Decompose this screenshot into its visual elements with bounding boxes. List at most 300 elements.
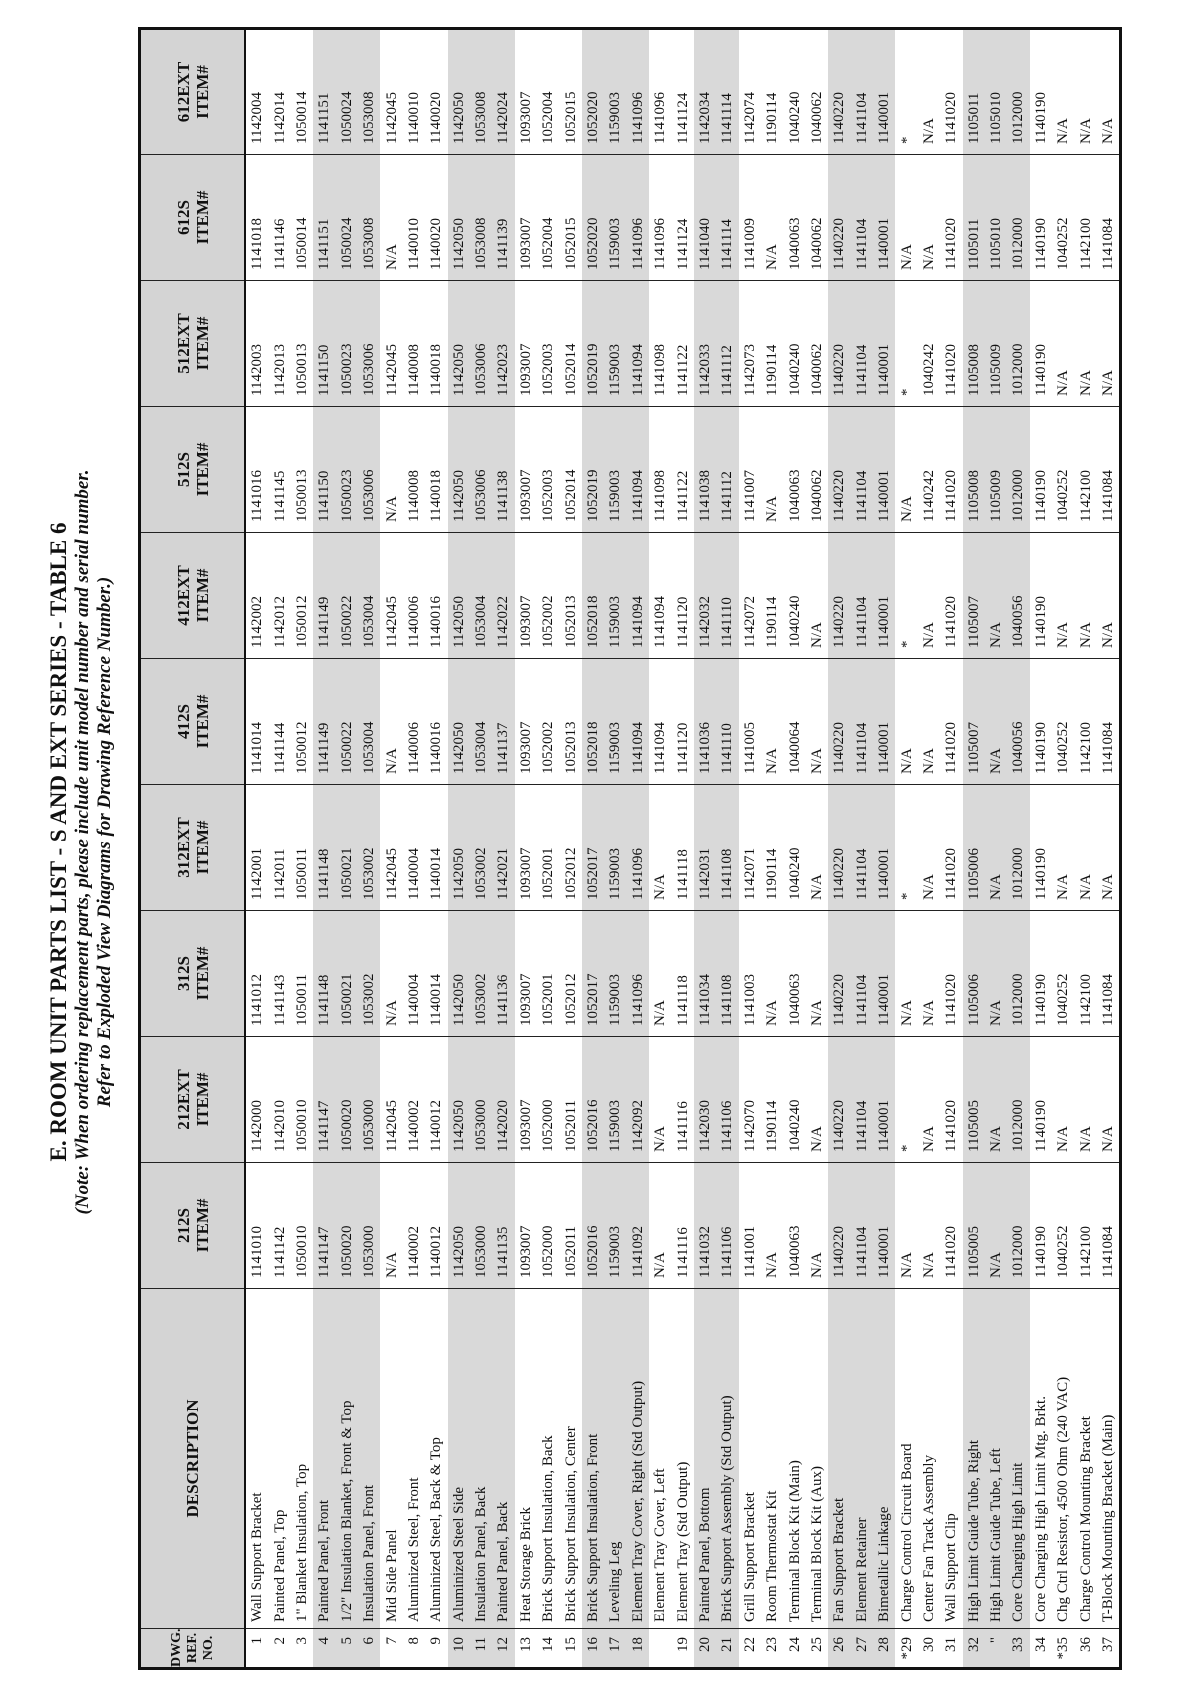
item-number-cell: 1142022 <box>492 533 514 659</box>
item-number-cell: 1140190 <box>1030 533 1052 659</box>
ref-no-cell: 32 <box>963 1629 985 1669</box>
item-number-cell: 1141142 <box>268 1163 290 1289</box>
item-number-cell: 1040063 <box>783 155 805 281</box>
ref-no-cell: 17 <box>604 1629 626 1669</box>
item-number-cell: 1052015 <box>559 29 581 155</box>
item-number-cell: 1105011 <box>963 29 985 155</box>
model-header <box>140 785 246 911</box>
model-item-label: ITEM# <box>192 65 212 119</box>
table-row <box>694 29 716 1669</box>
item-number-cell: 1141122 <box>671 407 693 533</box>
item-number-cell: 1105008 <box>963 281 985 407</box>
item-number-cell: 1141135 <box>492 1163 514 1289</box>
item-number-cell: 1050023 <box>336 281 358 407</box>
item-number-cell: 1140190 <box>1030 911 1052 1037</box>
item-number-cell: 1141020 <box>940 29 962 155</box>
description-cell: Painted Panel, Back <box>492 1289 514 1629</box>
item-number-cell: 1141104 <box>851 911 873 1037</box>
item-number-cell: 1141148 <box>313 785 335 911</box>
table-row <box>1074 29 1096 1669</box>
item-number-cell: 1012000 <box>1007 155 1029 281</box>
item-number-cell: N/A <box>985 785 1007 911</box>
item-number-cell: 1190114 <box>761 533 783 659</box>
item-number-cell: 1142002 <box>245 533 268 659</box>
item-number-cell: 1141150 <box>313 407 335 533</box>
ref-no-cell: 33 <box>1007 1629 1029 1669</box>
item-number-cell: 1053006 <box>470 407 492 533</box>
table-row <box>380 29 402 1669</box>
item-number-cell: 1142000 <box>245 1037 268 1163</box>
item-number-cell: 1040063 <box>783 407 805 533</box>
item-number-cell: 1159003 <box>604 407 626 533</box>
item-number-cell: 1141034 <box>694 911 716 1037</box>
item-number-cell: 1052004 <box>537 155 559 281</box>
item-number-cell: N/A <box>1097 281 1121 407</box>
item-number-cell: 1141116 <box>671 1037 693 1163</box>
ref-no-cell: 1 <box>245 1629 268 1669</box>
item-number-cell: 1141094 <box>627 533 649 659</box>
table-row <box>963 29 985 1669</box>
item-number-cell: 1142074 <box>739 29 761 155</box>
table-row <box>291 29 313 1669</box>
item-number-cell: 1141020 <box>940 281 962 407</box>
item-number-cell: 1140012 <box>425 1163 447 1289</box>
item-number-cell: 1141104 <box>851 281 873 407</box>
item-number-cell: 1040252 <box>1052 155 1074 281</box>
item-number-cell: 1141040 <box>694 155 716 281</box>
item-number-cell: 1141020 <box>940 1037 962 1163</box>
item-number-cell: 1052012 <box>559 785 581 911</box>
item-number-cell: 1093007 <box>515 407 537 533</box>
page-title: E. ROOM UNIT PARTS LIST - S AND EXT SERIES - TABLE 6 <box>46 522 71 1162</box>
description-cell: Chg Ctrl Resistor, 4500 Ohm (240 VAC) <box>1052 1289 1074 1629</box>
item-number-cell: 1142045 <box>380 533 402 659</box>
item-number-cell: 1140001 <box>873 407 895 533</box>
item-number-cell: 1052003 <box>537 281 559 407</box>
item-number-cell: 1142020 <box>492 1037 514 1163</box>
item-number-cell: 1142012 <box>268 533 290 659</box>
ref-no-cell <box>649 1629 671 1669</box>
item-number-cell: 1052013 <box>559 659 581 785</box>
table-row <box>739 29 761 1669</box>
item-number-cell: 1040242 <box>918 281 940 407</box>
item-number-cell: N/A <box>806 785 828 911</box>
item-number-cell: 1141094 <box>649 659 671 785</box>
item-number-cell: 1141020 <box>940 407 962 533</box>
item-number-cell: 1050014 <box>291 155 313 281</box>
item-number-cell: 1141151 <box>313 29 335 155</box>
item-number-cell: 1140190 <box>1030 281 1052 407</box>
item-number-cell: 1105007 <box>963 533 985 659</box>
item-number-cell: 1040240 <box>783 533 805 659</box>
model-header <box>140 281 246 407</box>
item-number-cell: 1140220 <box>828 155 850 281</box>
item-number-cell: 1141096 <box>649 29 671 155</box>
item-number-cell: N/A <box>806 911 828 1037</box>
table-row <box>940 29 962 1669</box>
table-row <box>358 29 380 1669</box>
note-line-2: Refer to Exploded View Diagrams for Drawing Reference Number.) <box>94 576 115 1108</box>
model-header <box>140 1163 246 1289</box>
ref-no-cell: 23 <box>761 1629 783 1669</box>
item-number-cell: 1140014 <box>425 785 447 911</box>
item-number-cell: 1140220 <box>828 281 850 407</box>
item-number-cell: 1141014 <box>245 659 268 785</box>
item-number-cell: 1141020 <box>940 785 962 911</box>
item-number-cell: 1141112 <box>716 281 738 407</box>
ref-header-line: NO. <box>200 1635 216 1661</box>
item-number-cell: 1052011 <box>559 1037 581 1163</box>
item-number-cell: 1141120 <box>671 533 693 659</box>
description-cell: Insulation Panel, Back <box>470 1289 492 1629</box>
model-item-label: ITEM# <box>192 190 212 245</box>
ref-no-cell: 20 <box>694 1629 716 1669</box>
item-number-cell: 1052017 <box>582 785 604 911</box>
ref-no-cell: 36 <box>1074 1629 1096 1669</box>
item-number-cell: 1140220 <box>828 1037 850 1163</box>
item-number-cell: 1141005 <box>739 659 761 785</box>
item-number-cell: 1052004 <box>537 29 559 155</box>
item-number-cell: 1141124 <box>671 155 693 281</box>
item-number-cell: 1140190 <box>1030 407 1052 533</box>
description-cell: Wall Support Bracket <box>245 1289 268 1629</box>
ref-no-cell: 34 <box>1030 1629 1052 1669</box>
item-number-cell: 1012000 <box>1007 407 1029 533</box>
item-number-cell: 1141020 <box>940 911 962 1037</box>
item-number-cell: 1142023 <box>492 281 514 407</box>
item-number-cell: 1141150 <box>313 281 335 407</box>
item-number-cell: N/A <box>1097 29 1121 155</box>
item-number-cell: N/A <box>380 407 402 533</box>
item-number-cell: 1053002 <box>358 785 380 911</box>
item-number-cell: 1141146 <box>268 155 290 281</box>
ref-no-cell: 19 <box>671 1629 693 1669</box>
item-number-cell: 1141096 <box>627 911 649 1037</box>
item-number-cell: 1142045 <box>380 1037 402 1163</box>
ref-no-cell: 24 <box>783 1629 805 1669</box>
description-header: DESCRIPTION <box>140 1289 246 1629</box>
item-number-cell: 1040062 <box>806 281 828 407</box>
description-cell: 1/2" Insulation Blanket, Front & Top <box>336 1289 358 1629</box>
description-cell: Center Fan Track Assembly <box>918 1289 940 1629</box>
item-number-cell: 1052016 <box>582 1037 604 1163</box>
description-cell: Painted Panel, Top <box>268 1289 290 1629</box>
item-number-cell: 1140008 <box>403 281 425 407</box>
item-number-cell: * <box>895 29 917 155</box>
item-number-cell: 1053008 <box>470 29 492 155</box>
description-cell: Core Charging High Limit <box>1007 1289 1029 1629</box>
table-row <box>1007 29 1029 1669</box>
item-number-cell: 1053000 <box>470 1163 492 1289</box>
model-name: 412S <box>173 704 193 739</box>
item-number-cell: 1052001 <box>537 785 559 911</box>
item-number-cell: 1190114 <box>761 29 783 155</box>
item-number-cell: 1140001 <box>873 533 895 659</box>
table-row <box>627 29 649 1669</box>
ref-header-line: DWG. <box>168 1628 184 1667</box>
item-number-cell: 1140018 <box>425 281 447 407</box>
item-number-cell: 1040240 <box>783 29 805 155</box>
item-number-cell: 1142092 <box>627 1037 649 1163</box>
item-number-cell: N/A <box>380 155 402 281</box>
parts-table-body <box>245 29 1121 1669</box>
item-number-cell: 1105011 <box>963 155 985 281</box>
item-number-cell: 1141020 <box>940 155 962 281</box>
item-number-cell: N/A <box>761 407 783 533</box>
table-row <box>425 29 447 1669</box>
table-row <box>336 29 358 1669</box>
item-number-cell: 1141084 <box>1097 911 1121 1037</box>
table-row <box>1052 29 1074 1669</box>
item-number-cell: 1052014 <box>559 281 581 407</box>
item-number-cell: 1141098 <box>649 281 671 407</box>
item-number-cell: 1141114 <box>716 29 738 155</box>
item-number-cell: 1050021 <box>336 785 358 911</box>
item-number-cell: 1142045 <box>380 785 402 911</box>
item-number-cell: 1053006 <box>358 281 380 407</box>
ref-no-cell: 6 <box>358 1629 380 1669</box>
item-number-cell: 1142001 <box>245 785 268 911</box>
description-cell: Terminal Block Kit (Main) <box>783 1289 805 1629</box>
item-number-cell: 1040252 <box>1052 407 1074 533</box>
item-number-cell: N/A <box>1052 29 1074 155</box>
ref-no-cell: 37 <box>1097 1629 1121 1669</box>
item-number-cell: N/A <box>649 785 671 911</box>
item-number-cell: 1140190 <box>1030 1163 1052 1289</box>
item-number-cell: 1053000 <box>358 1037 380 1163</box>
item-number-cell: N/A <box>806 533 828 659</box>
item-number-cell: 1053002 <box>358 911 380 1037</box>
item-number-cell: 1040252 <box>1052 659 1074 785</box>
item-number-cell: N/A <box>761 911 783 1037</box>
item-number-cell: 1141148 <box>313 911 335 1037</box>
item-number-cell: 1093007 <box>515 911 537 1037</box>
item-number-cell: 1141151 <box>313 155 335 281</box>
item-number-cell: 1140190 <box>1030 785 1052 911</box>
item-number-cell: 1142050 <box>448 785 470 911</box>
description-cell: Leveling Leg <box>604 1289 626 1629</box>
model-item-label: ITEM# <box>192 946 212 1001</box>
description-cell: Charge Control Mounting Bracket <box>1074 1289 1096 1629</box>
item-number-cell: 1140010 <box>403 155 425 281</box>
ref-no-cell: 22 <box>739 1629 761 1669</box>
item-number-cell: 1141114 <box>716 155 738 281</box>
item-number-cell: 1050020 <box>336 1037 358 1163</box>
table-row <box>985 29 1007 1669</box>
item-number-cell: 1141137 <box>492 659 514 785</box>
item-number-cell: N/A <box>918 785 940 911</box>
item-number-cell: N/A <box>918 659 940 785</box>
item-number-cell: 1141009 <box>739 155 761 281</box>
item-number-cell: 1159003 <box>604 785 626 911</box>
description-cell: Brick Support Insulation, Front <box>582 1289 604 1629</box>
item-number-cell: 1142024 <box>492 29 514 155</box>
ref-no-cell: 15 <box>559 1629 581 1669</box>
item-number-cell: 1105008 <box>963 407 985 533</box>
item-number-cell: N/A <box>761 1163 783 1289</box>
item-number-cell: 1040056 <box>1007 659 1029 785</box>
table-row <box>873 29 895 1669</box>
ref-no-cell: 25 <box>806 1629 828 1669</box>
item-number-cell: N/A <box>1052 1037 1074 1163</box>
item-number-cell: 1040062 <box>806 155 828 281</box>
description-cell: High Limit Guide Tube, Left <box>985 1289 1007 1629</box>
item-number-cell: 1142021 <box>492 785 514 911</box>
item-number-cell: 1052020 <box>582 29 604 155</box>
item-number-cell: 1140002 <box>403 1163 425 1289</box>
item-number-cell: 1141116 <box>671 1163 693 1289</box>
model-name: 512EXT <box>173 313 193 374</box>
item-number-cell: 1141104 <box>851 785 873 911</box>
item-number-cell: 1140001 <box>873 281 895 407</box>
item-number-cell: 1159003 <box>604 911 626 1037</box>
item-number-cell: 1141003 <box>739 911 761 1037</box>
item-number-cell: 1093007 <box>515 155 537 281</box>
item-number-cell: 1012000 <box>1007 281 1029 407</box>
item-number-cell: 1012000 <box>1007 911 1029 1037</box>
item-number-cell: 1105010 <box>985 29 1007 155</box>
item-number-cell: 1040252 <box>1052 911 1074 1037</box>
item-number-cell: 1141094 <box>649 533 671 659</box>
model-item-label: ITEM# <box>192 1198 212 1253</box>
item-number-cell: 1141036 <box>694 659 716 785</box>
item-number-cell: 1142045 <box>380 281 402 407</box>
item-number-cell: N/A <box>1097 533 1121 659</box>
item-number-cell: 1142014 <box>268 29 290 155</box>
item-number-cell: 1141149 <box>313 659 335 785</box>
item-number-cell: 1140220 <box>828 911 850 1037</box>
description-cell: Fan Support Bracket <box>828 1289 850 1629</box>
item-number-cell: 1141104 <box>851 29 873 155</box>
item-number-cell: 1140018 <box>425 407 447 533</box>
model-item-label: ITEM# <box>192 568 212 623</box>
item-number-cell: N/A <box>649 1037 671 1163</box>
ref-no-cell: *29 <box>895 1629 917 1669</box>
model-item-label: ITEM# <box>192 316 212 371</box>
table-row <box>828 29 850 1669</box>
item-number-cell: 1050010 <box>291 1037 313 1163</box>
table-row <box>245 29 268 1669</box>
description-cell: Element Retainer <box>851 1289 873 1629</box>
item-number-cell: 1141094 <box>627 659 649 785</box>
model-header <box>140 155 246 281</box>
item-number-cell: 1141084 <box>1097 1163 1121 1289</box>
model-name: 612EXT <box>173 61 193 123</box>
item-number-cell: 1140190 <box>1030 659 1052 785</box>
item-number-cell: 1105006 <box>963 785 985 911</box>
item-number-cell: 1142034 <box>694 29 716 155</box>
ref-no-cell: 2 <box>268 1629 290 1669</box>
item-number-cell: 1053002 <box>470 785 492 911</box>
item-number-cell: 1105007 <box>963 659 985 785</box>
item-number-cell: 1140220 <box>828 407 850 533</box>
item-number-cell: 1141094 <box>627 281 649 407</box>
model-header <box>140 1037 246 1163</box>
item-number-cell: 1050011 <box>291 911 313 1037</box>
table-row <box>268 29 290 1669</box>
description-cell: Brick Support Insulation, Center <box>559 1289 581 1629</box>
item-number-cell: 1140001 <box>873 1037 895 1163</box>
model-header <box>140 659 246 785</box>
item-number-cell: 1141012 <box>245 911 268 1037</box>
item-number-cell: 1140006 <box>403 659 425 785</box>
item-number-cell: * <box>895 785 917 911</box>
item-number-cell: 1142033 <box>694 281 716 407</box>
item-number-cell: 1141096 <box>649 155 671 281</box>
description-cell: Core Charging High Limit Mtg. Brkt. <box>1030 1289 1052 1629</box>
item-number-cell: 1050012 <box>291 659 313 785</box>
description-cell: Aluminized Steel, Back & Top <box>425 1289 447 1629</box>
item-number-cell: 1093007 <box>515 29 537 155</box>
item-number-cell: 1141016 <box>245 407 268 533</box>
item-number-cell: 1142100 <box>1074 155 1096 281</box>
item-number-cell: 1141096 <box>627 155 649 281</box>
item-number-cell: 1052001 <box>537 911 559 1037</box>
ref-no-cell: 27 <box>851 1629 873 1669</box>
item-number-cell: 1140001 <box>873 29 895 155</box>
item-number-cell: 1053000 <box>358 1163 380 1289</box>
item-number-cell: 1105005 <box>963 1037 985 1163</box>
description-cell: Element Tray Cover, Right (Std Output) <box>627 1289 649 1629</box>
item-number-cell: 1093007 <box>515 785 537 911</box>
item-number-cell: 1140190 <box>1030 1037 1052 1163</box>
item-number-cell: 1142011 <box>268 785 290 911</box>
item-number-cell: 1140004 <box>403 785 425 911</box>
description-cell: Grill Support Bracket <box>739 1289 761 1629</box>
model-header <box>140 407 246 533</box>
item-number-cell: 1141110 <box>716 533 738 659</box>
description-cell: T-Block Mounting Bracket (Main) <box>1097 1289 1121 1629</box>
ref-no-cell: 8 <box>403 1629 425 1669</box>
item-number-cell: 1140001 <box>873 911 895 1037</box>
item-number-cell: 1141118 <box>671 785 693 911</box>
item-number-cell: 1140016 <box>425 659 447 785</box>
table-row <box>806 29 828 1669</box>
item-number-cell: 1050011 <box>291 785 313 911</box>
item-number-cell: 1142070 <box>739 1037 761 1163</box>
item-number-cell: 1142050 <box>448 911 470 1037</box>
item-number-cell: 1050024 <box>336 155 358 281</box>
item-number-cell: N/A <box>1074 533 1096 659</box>
item-number-cell: 1141020 <box>940 533 962 659</box>
item-number-cell: N/A <box>895 155 917 281</box>
item-number-cell: 1141098 <box>649 407 671 533</box>
table-row <box>582 29 604 1669</box>
model-item-label: ITEM# <box>192 694 212 749</box>
item-number-cell: 1093007 <box>515 533 537 659</box>
item-number-cell: 1142100 <box>1074 1163 1096 1289</box>
table-row <box>403 29 425 1669</box>
item-number-cell: 1012000 <box>1007 785 1029 911</box>
ref-no-cell: 18 <box>627 1629 649 1669</box>
table-row <box>671 29 693 1669</box>
item-number-cell: 1052002 <box>537 533 559 659</box>
description-cell: Mid Side Panel <box>380 1289 402 1629</box>
item-number-cell: 1053004 <box>470 533 492 659</box>
item-number-cell: 1140008 <box>403 407 425 533</box>
item-number-cell: 1142004 <box>245 29 268 155</box>
item-number-cell: 1052014 <box>559 407 581 533</box>
description-cell: Heat Storage Brick <box>515 1289 537 1629</box>
item-number-cell: 1142050 <box>448 407 470 533</box>
item-number-cell: 1159003 <box>604 155 626 281</box>
item-number-cell: 1052000 <box>537 1163 559 1289</box>
item-number-cell: 1141096 <box>627 29 649 155</box>
item-number-cell: N/A <box>918 533 940 659</box>
item-number-cell: N/A <box>380 659 402 785</box>
item-number-cell: 1142073 <box>739 281 761 407</box>
item-number-cell: 1159003 <box>604 29 626 155</box>
